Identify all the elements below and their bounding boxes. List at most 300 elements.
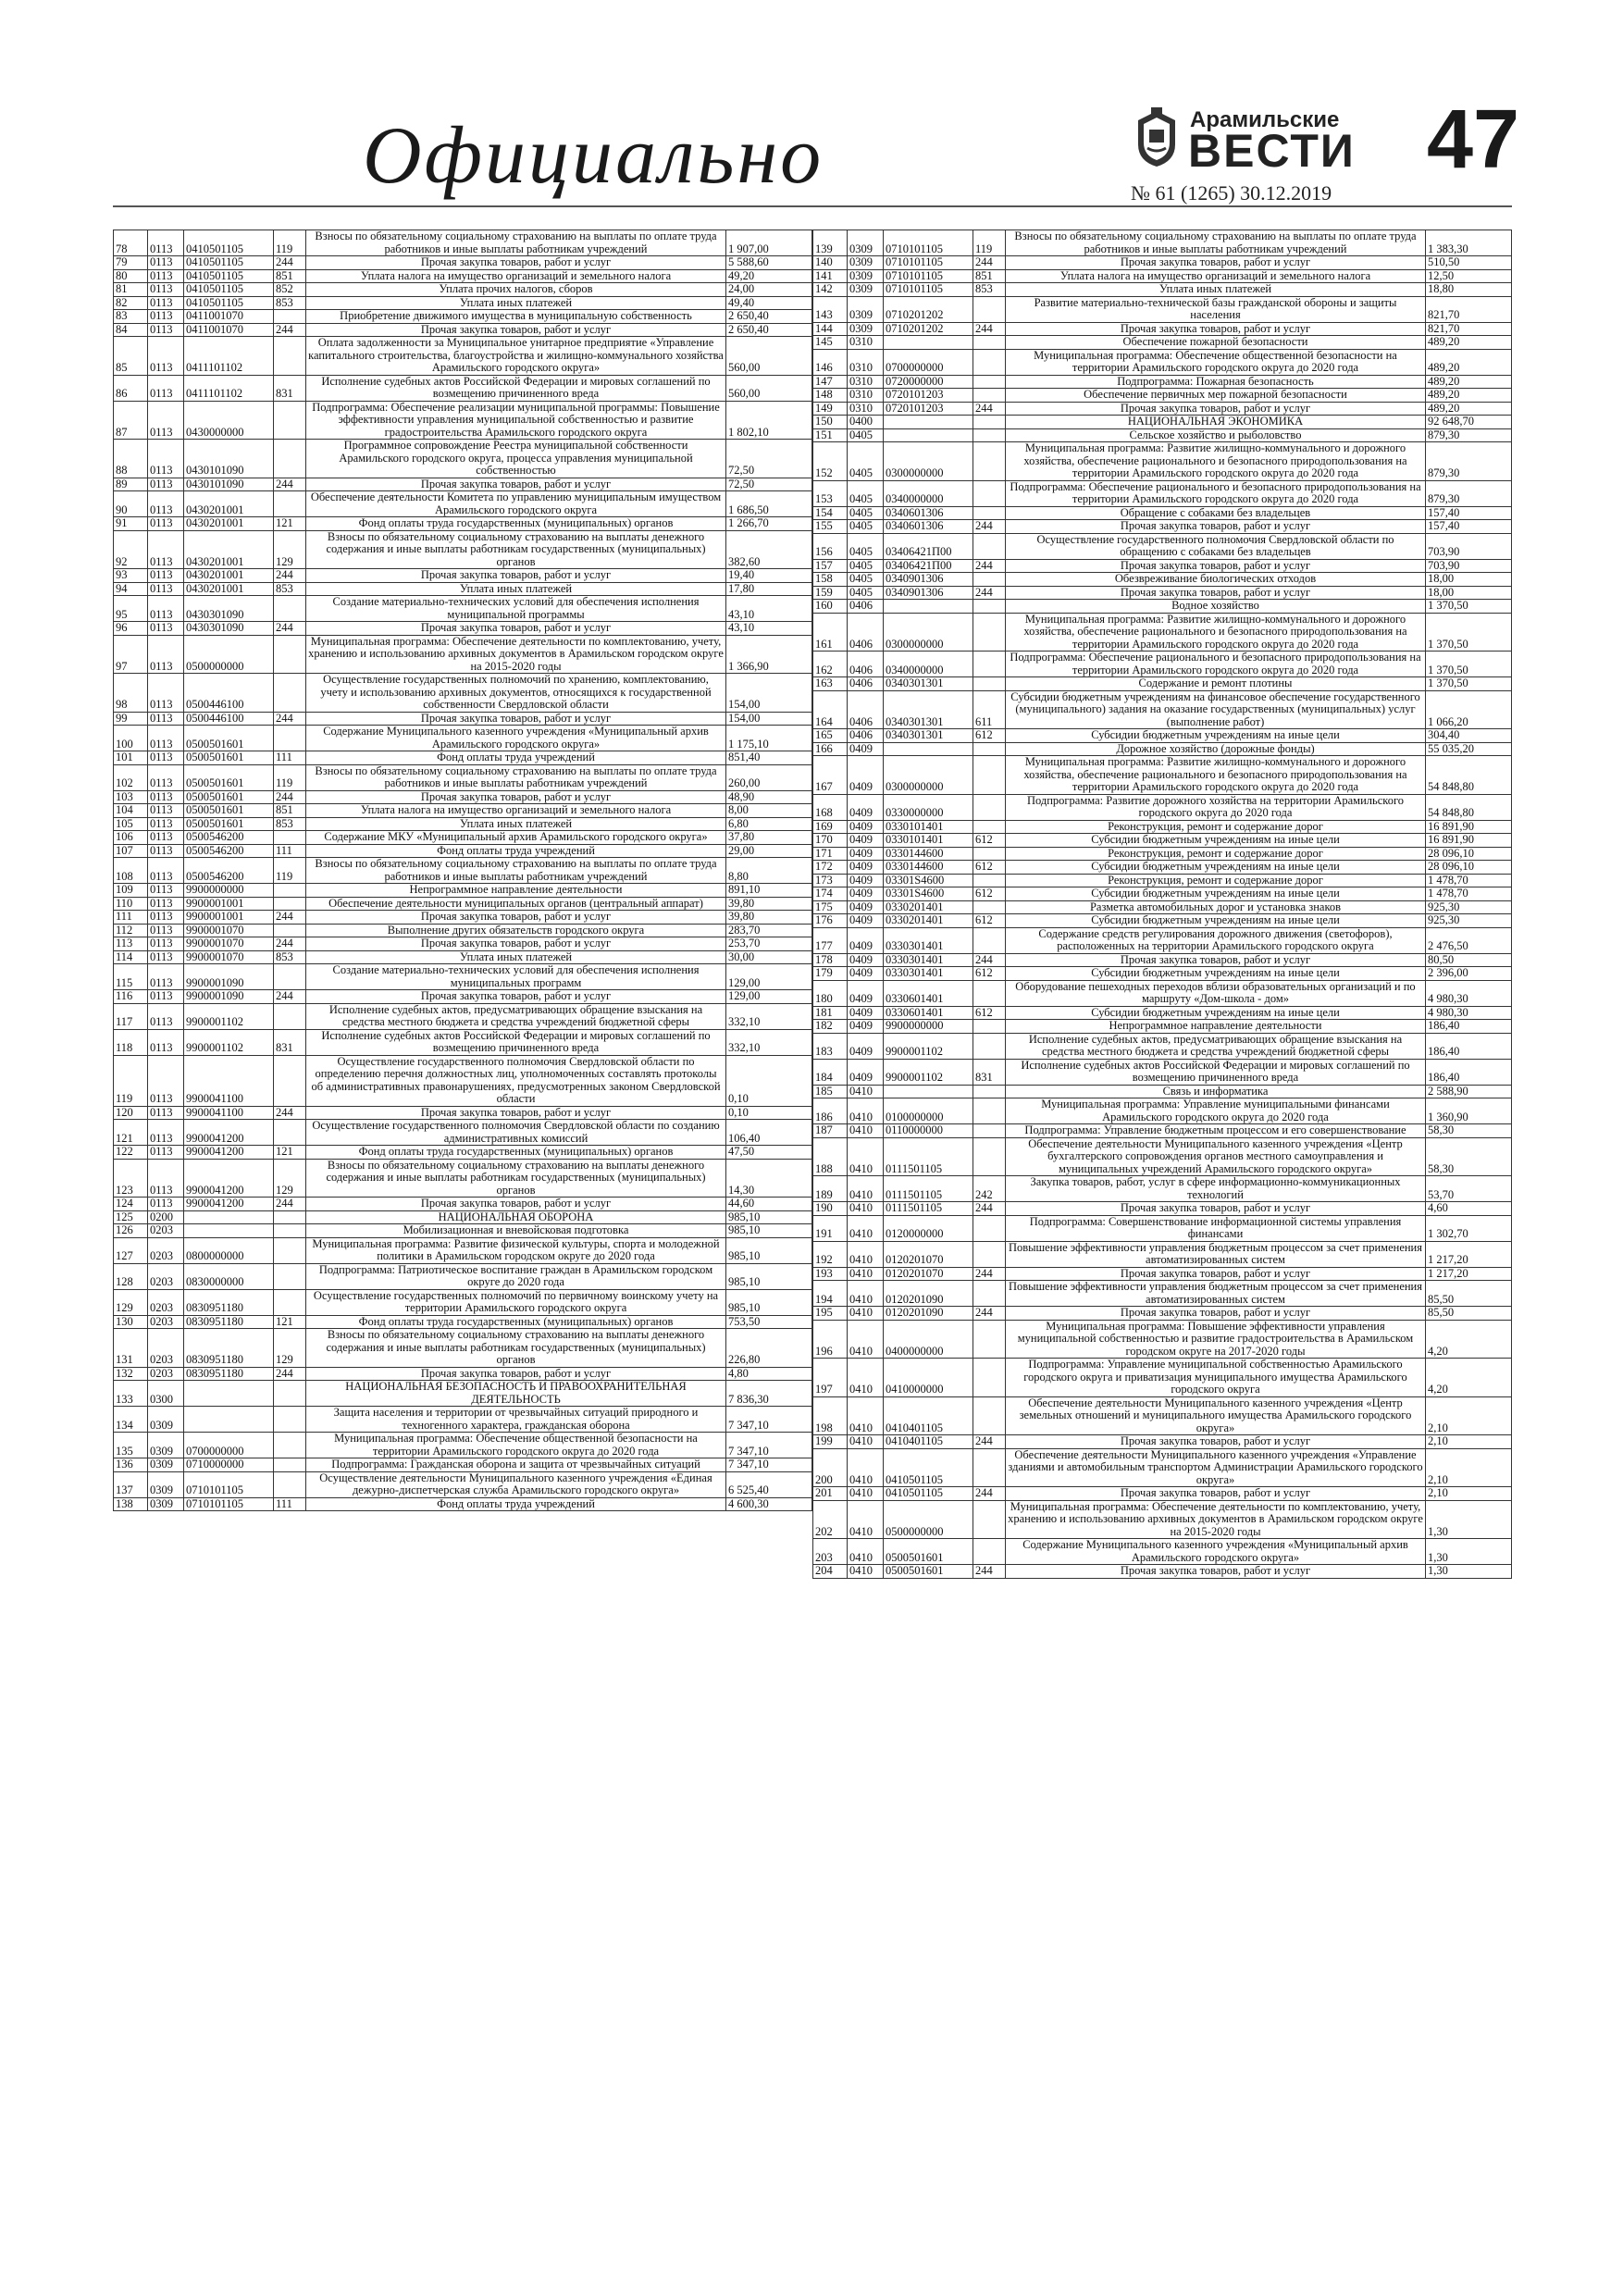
table-row: [813, 847, 1512, 861]
row-number: 130: [114, 1315, 148, 1329]
expense-type-code: 121: [274, 1146, 306, 1160]
row-sum: 14,30: [726, 1159, 812, 1198]
expense-type-code: 244: [274, 911, 306, 925]
table-row: [813, 742, 1512, 756]
table-row: [813, 834, 1512, 848]
row-sum: 4 980,30: [1426, 1006, 1512, 1020]
expense-type-code: 244: [274, 990, 306, 1004]
row-name: Уплата иных платежей: [306, 296, 726, 310]
section-code: 0410: [848, 1320, 884, 1359]
row-number: 187: [813, 1124, 848, 1138]
row-sum: 2 476,50: [1426, 927, 1512, 953]
row-sum: 154,00: [726, 712, 812, 726]
row-sum: 80,50: [1426, 953, 1512, 967]
row-number: 160: [813, 600, 848, 614]
target-article-code: 0700000000: [884, 349, 973, 375]
row-name: Взносы по обязательному социальному страхованию на выплаты денежного содержания и иные выплаты работникам государственных (муниципальных) органов: [306, 1159, 726, 1198]
table-row: [114, 831, 812, 845]
row-sum: 6 525,40: [726, 1471, 812, 1497]
section-code: 0113: [148, 337, 184, 376]
section-code: 0410: [848, 1241, 884, 1267]
row-name: Фонд оплаты труда учреждений: [306, 1497, 726, 1511]
row-sum: 4,20: [1426, 1359, 1512, 1397]
row-sum: 226,80: [726, 1329, 812, 1368]
table-row: [114, 911, 812, 925]
target-article-code: 0411101102: [184, 375, 274, 401]
row-name: Уплата иных платежей: [306, 582, 726, 596]
row-sum: 2,10: [1426, 1396, 1512, 1435]
header-divider: [113, 205, 1512, 207]
table-row: [813, 820, 1512, 834]
row-number: 125: [114, 1210, 148, 1224]
table-row: [813, 1098, 1512, 1124]
row-sum: 753,50: [726, 1315, 812, 1329]
row-sum: 8,00: [726, 804, 812, 818]
row-number: 190: [813, 1202, 848, 1216]
table-row: [813, 1565, 1512, 1579]
table-row: [813, 690, 1512, 729]
expense-type-code: 612: [973, 729, 1006, 743]
row-name: Закупка товаров, работ, услуг в сфере информационно-коммуникационных технологий: [1006, 1176, 1426, 1202]
target-article-code: 0340301301: [884, 729, 973, 743]
expense-type-code: 611: [973, 690, 1006, 729]
section-code: 0203: [148, 1263, 184, 1289]
table-row: [114, 283, 812, 297]
section-code: 0405: [848, 442, 884, 481]
row-number: 186: [813, 1098, 848, 1124]
row-sum: 43,10: [726, 596, 812, 622]
section-title: Официально: [363, 111, 824, 201]
section-code: 0309: [848, 256, 884, 270]
expense-type-code: 244: [973, 586, 1006, 600]
row-name: Непрограммное направление деятельности: [306, 884, 726, 898]
expense-type-code: 121: [274, 1315, 306, 1329]
target-article-code: 0710101105: [184, 1497, 274, 1511]
row-name: Подпрограмма: Обеспечение рационального и безопасного природопользования на территории Арамильского городского округа до 2020 года: [1006, 480, 1426, 506]
expense-type-code: [973, 416, 1006, 429]
row-sum: 72,50: [726, 478, 812, 491]
row-number: 79: [114, 256, 148, 270]
expense-type-code: [973, 1033, 1006, 1059]
row-name: Субсидии бюджетным учреждениям на иные цели: [1006, 834, 1426, 848]
table-row: [114, 1055, 812, 1106]
row-sum: 5 588,60: [726, 256, 812, 270]
table-row: [114, 990, 812, 1004]
target-article-code: 0430101090: [184, 440, 274, 478]
row-name: Уплата налога на имущество организаций и земельного налога: [306, 804, 726, 818]
target-article-code: 0300000000: [884, 756, 973, 795]
section-code: 0409: [848, 794, 884, 820]
row-number: 156: [813, 533, 848, 559]
row-name: Приобретение движимого имущества в муниципальную собственность: [306, 310, 726, 324]
section-code: 0113: [148, 283, 184, 297]
section-code: 0113: [148, 1003, 184, 1029]
section-code: 0113: [148, 817, 184, 831]
table-row: [813, 520, 1512, 534]
row-number: 150: [813, 416, 848, 429]
row-number: 193: [813, 1267, 848, 1281]
section-code: 0309: [148, 1433, 184, 1458]
row-sum: 4,20: [1426, 1320, 1512, 1359]
row-name: Субсидии бюджетным учреждениям на иные цели: [1006, 1006, 1426, 1020]
row-name: Прочая закупка товаров, работ и услуг: [1006, 1202, 1426, 1216]
row-name: Разметка автомобильных дорог и установка знаков: [1006, 900, 1426, 914]
target-article-code: [884, 742, 973, 756]
row-sum: 92 648,70: [1426, 416, 1512, 429]
expense-type-code: [274, 924, 306, 937]
row-number: 143: [813, 296, 848, 322]
table-row: [114, 478, 812, 491]
expense-type-code: [274, 1458, 306, 1472]
row-number: 165: [813, 729, 848, 743]
section-code: 0309: [148, 1497, 184, 1511]
row-name: Осуществление государственных полномочий по хранению, комплектованию, учету и использованию архивных документов, относящихся к государственной собственности Свердловской области: [306, 674, 726, 713]
row-name: Взносы по обязательному социальному страхованию на выплаты по оплате труда работников и иные выплаты работникам учреждений: [1006, 230, 1426, 256]
row-number: 181: [813, 1006, 848, 1020]
target-article-code: 0720101203: [884, 402, 973, 416]
target-article-code: 0500501601: [184, 817, 274, 831]
target-article-code: 0330000000: [884, 794, 973, 820]
table-row: [114, 674, 812, 713]
section-code: 0113: [148, 622, 184, 636]
row-number: 103: [114, 790, 148, 804]
table-row: [114, 804, 812, 818]
row-sum: 1 302,70: [1426, 1215, 1512, 1241]
row-name: Исполнение судебных актов Российской Федерации и мировых соглашений по возмещению причиненного вреда: [306, 1029, 726, 1055]
row-name: Обеспечение деятельности Комитета по управлению муниципальным имуществом Арамильского городского округа: [306, 491, 726, 517]
row-sum: 1,30: [1426, 1539, 1512, 1565]
row-name: Обеспечение деятельности Муниципального казенного учреждения «Центр земельных отношений и муниципального имущества Арамильского городского округа»: [1006, 1396, 1426, 1435]
section-code: 0409: [848, 820, 884, 834]
section-code: 0310: [848, 402, 884, 416]
expense-type-code: [973, 1098, 1006, 1124]
row-name: Повышение эффективности управления бюджетным процессом за счет применения автоматизированных систем: [1006, 1241, 1426, 1267]
table-row: [114, 375, 812, 401]
target-article-code: 0830951180: [184, 1315, 274, 1329]
expense-type-code: [274, 884, 306, 898]
section-code: 0409: [848, 927, 884, 953]
expense-type-code: [973, 533, 1006, 559]
section-code: 0406: [848, 729, 884, 743]
table-row: [114, 1237, 812, 1263]
row-name: Мобилизационная и вневойсковая подготовка: [306, 1224, 726, 1238]
row-sum: 879,30: [1426, 428, 1512, 442]
table-row: [114, 1106, 812, 1120]
target-article-code: 0830951180: [184, 1289, 274, 1315]
row-name: Содержание средств регулирования дорожного движения (светофоров), расположенных на территории Арамильского городского округа: [1006, 927, 1426, 953]
table-row: [813, 1359, 1512, 1397]
page-header: [113, 93, 1520, 205]
row-sum: 7 347,10: [726, 1458, 812, 1472]
expense-type-code: 244: [274, 1106, 306, 1120]
expense-type-code: 853: [973, 283, 1006, 297]
table-row: [114, 1263, 812, 1289]
section-code: 0409: [848, 887, 884, 901]
row-number: 180: [813, 980, 848, 1006]
target-article-code: 9900000000: [184, 884, 274, 898]
section-code: 0410: [848, 1267, 884, 1281]
row-sum: 39,80: [726, 911, 812, 925]
row-name: Субсидии бюджетным учреждениям на иные цели: [1006, 967, 1426, 981]
table-row: [114, 323, 812, 337]
row-name: НАЦИОНАЛЬНАЯ ЭКОНОМИКА: [1006, 416, 1426, 429]
row-name: Субсидии бюджетным учреждениям на иные цели: [1006, 914, 1426, 928]
issue-info: № 61 (1265) 30.12.2019: [1131, 181, 1332, 205]
row-number: 138: [114, 1497, 148, 1511]
section-code: 0113: [148, 950, 184, 964]
row-sum: 39,80: [726, 897, 812, 911]
row-number: 134: [114, 1407, 148, 1433]
right-column: [812, 230, 1512, 1579]
row-name: Субсидии бюджетным учреждениям на финансовое обеспечение государственного (муниципального) задания на оказание государственных (муниципальных) услуг (выполнение работ): [1006, 690, 1426, 729]
target-article-code: 0300000000: [884, 442, 973, 481]
table-row: [114, 1329, 812, 1368]
expense-type-code: [973, 428, 1006, 442]
row-sum: 106,40: [726, 1120, 812, 1146]
row-sum: 489,20: [1426, 349, 1512, 375]
row-number: 177: [813, 927, 848, 953]
target-article-code: 0410401105: [884, 1435, 973, 1449]
row-sum: 925,30: [1426, 914, 1512, 928]
section-code: 0410: [848, 1539, 884, 1565]
expense-type-code: 851: [274, 269, 306, 283]
row-name: Защита населения и территории от чрезвычайных ситуаций природного и техногенного характера, гражданская оборона: [306, 1407, 726, 1433]
target-article-code: 9900001001: [184, 911, 274, 925]
section-code: 0113: [148, 596, 184, 622]
row-number: 87: [114, 401, 148, 440]
target-article-code: [884, 336, 973, 350]
expense-type-code: 853: [274, 817, 306, 831]
row-name: Содержание Муниципального казенного учреждения «Муниципальный архив Арамильского городского округа»: [1006, 1539, 1426, 1565]
row-number: 201: [813, 1487, 848, 1501]
table-row: [813, 861, 1512, 875]
table-row: [813, 756, 1512, 795]
row-name: Выполнение других обязательств городского округа: [306, 924, 726, 937]
expense-type-code: [274, 635, 306, 674]
expense-type-code: 129: [274, 1159, 306, 1198]
target-article-code: 0430201001: [184, 517, 274, 531]
row-name: Прочая закупка товаров, работ и услуг: [306, 256, 726, 270]
row-name: Подпрограмма: Управление бюджетным процессом и его совершенствование: [1006, 1124, 1426, 1138]
section-code: 0409: [848, 1006, 884, 1020]
row-sum: 879,30: [1426, 480, 1512, 506]
expense-type-code: 852: [274, 283, 306, 297]
expense-type-code: 244: [973, 256, 1006, 270]
expense-type-code: 851: [274, 804, 306, 818]
table-row: [813, 1435, 1512, 1449]
row-sum: 18,00: [1426, 573, 1512, 587]
row-name: Фонд оплаты труда государственных (муниципальных) органов: [306, 1315, 726, 1329]
section-code: 0113: [148, 858, 184, 884]
expense-type-code: 612: [973, 861, 1006, 875]
section-code: 0310: [848, 336, 884, 350]
table-row: [813, 1215, 1512, 1241]
row-sum: 985,10: [726, 1224, 812, 1238]
target-article-code: 0410501105: [184, 269, 274, 283]
row-sum: 54 848,80: [1426, 756, 1512, 795]
expense-type-code: [274, 1407, 306, 1433]
target-article-code: 0500501601: [884, 1565, 973, 1579]
row-name: Прочая закупка товаров, работ и услуг: [1006, 402, 1426, 416]
budget-table-right: [812, 230, 1512, 1579]
row-sum: 8,80: [726, 858, 812, 884]
target-article-code: 0430301090: [184, 596, 274, 622]
target-article-code: [184, 1407, 274, 1433]
row-name: Прочая закупка товаров, работ и услуг: [306, 622, 726, 636]
table-row: [114, 310, 812, 324]
section-code: 0113: [148, 751, 184, 765]
target-article-code: 03406421П00: [884, 533, 973, 559]
expense-type-code: [973, 1500, 1006, 1539]
target-article-code: 0500501601: [184, 804, 274, 818]
row-number: 96: [114, 622, 148, 636]
row-number: 149: [813, 402, 848, 416]
row-sum: 43,10: [726, 622, 812, 636]
expense-type-code: [274, 1381, 306, 1407]
section-code: 0410: [848, 1085, 884, 1098]
table-row: [813, 1020, 1512, 1034]
row-sum: 28 096,10: [1426, 847, 1512, 861]
target-article-code: 0330201401: [884, 900, 973, 914]
row-name: Реконструкция, ремонт и содержание дорог: [1006, 874, 1426, 887]
row-number: 189: [813, 1176, 848, 1202]
row-number: 164: [813, 690, 848, 729]
target-article-code: 0500000000: [184, 635, 274, 674]
target-article-code: 0710101105: [884, 230, 973, 256]
row-name: Прочая закупка товаров, работ и услуг: [1006, 1267, 1426, 1281]
row-sum: 4 980,30: [1426, 980, 1512, 1006]
section-code: 0113: [148, 230, 184, 256]
row-number: 145: [813, 336, 848, 350]
row-number: 173: [813, 874, 848, 887]
target-article-code: 9900001102: [884, 1059, 973, 1085]
row-sum: 186,40: [1426, 1059, 1512, 1085]
section-code: 0113: [148, 790, 184, 804]
target-article-code: 0710101105: [184, 1471, 274, 1497]
table-row: [813, 613, 1512, 652]
row-sum: 58,30: [1426, 1137, 1512, 1176]
section-code: 0113: [148, 569, 184, 583]
row-sum: 4,60: [1426, 1202, 1512, 1216]
row-sum: 1 383,30: [1426, 230, 1512, 256]
table-row: [114, 1367, 812, 1381]
row-number: 101: [114, 751, 148, 765]
row-name: Прочая закупка товаров, работ и услуг: [1006, 559, 1426, 573]
table-row: [114, 337, 812, 376]
expense-type-code: [274, 1433, 306, 1458]
row-sum: 58,30: [1426, 1124, 1512, 1138]
expense-type-code: 244: [274, 256, 306, 270]
section-code: 0113: [148, 517, 184, 531]
expense-type-code: [274, 831, 306, 845]
table-row: [114, 440, 812, 478]
row-sum: 0,10: [726, 1106, 812, 1120]
row-number: 136: [114, 1458, 148, 1472]
section-code: 0113: [148, 401, 184, 440]
row-number: 135: [114, 1433, 148, 1458]
expense-type-code: [274, 1055, 306, 1106]
row-name: Прочая закупка товаров, работ и услуг: [1006, 1565, 1426, 1579]
table-row: [114, 751, 812, 765]
row-number: 124: [114, 1198, 148, 1211]
coat-of-arms-icon: [1131, 107, 1183, 168]
row-sum: 821,70: [1426, 296, 1512, 322]
row-number: 112: [114, 924, 148, 937]
section-code: 0409: [848, 1059, 884, 1085]
table-row: [114, 764, 812, 790]
row-name: Фонд оплаты труда учреждений: [306, 844, 726, 858]
expense-type-code: [973, 847, 1006, 861]
expense-type-code: [274, 401, 306, 440]
target-article-code: 0410501105: [184, 230, 274, 256]
row-sum: 2 588,90: [1426, 1085, 1512, 1098]
expense-type-code: 244: [274, 712, 306, 726]
section-code: 0113: [148, 1106, 184, 1120]
expense-type-code: 612: [973, 914, 1006, 928]
expense-type-code: [274, 1263, 306, 1289]
section-code: 0113: [148, 831, 184, 845]
row-number: 111: [114, 911, 148, 925]
row-name: Подпрограмма: Гражданская оборона и защита от чрезвычайных ситуаций: [306, 1458, 726, 1472]
expense-type-code: [973, 677, 1006, 691]
section-code: 0203: [148, 1367, 184, 1381]
row-number: 98: [114, 674, 148, 713]
section-code: 0113: [148, 491, 184, 517]
table-row: [114, 517, 812, 531]
section-code: 0203: [148, 1315, 184, 1329]
row-sum: 24,00: [726, 283, 812, 297]
row-number: 184: [813, 1059, 848, 1085]
row-sum: 510,50: [1426, 256, 1512, 270]
table-row: [813, 428, 1512, 442]
row-sum: 1 175,10: [726, 726, 812, 751]
row-name: Содержание МКУ «Муниципальный архив Арамильского городского округа»: [306, 831, 726, 845]
table-row: [813, 573, 1512, 587]
row-sum: 985,10: [726, 1210, 812, 1224]
table-row: [813, 480, 1512, 506]
table-row: [114, 1289, 812, 1315]
expense-type-code: [274, 1120, 306, 1146]
section-code: 0409: [848, 914, 884, 928]
target-article-code: 0410501105: [184, 283, 274, 297]
target-article-code: 0410501105: [884, 1487, 973, 1501]
expense-type-code: 244: [274, 1198, 306, 1211]
expense-type-code: [274, 491, 306, 517]
section-code: 0410: [848, 1359, 884, 1397]
section-code: 0309: [148, 1458, 184, 1472]
section-code: 0113: [148, 323, 184, 337]
target-article-code: 0410501105: [884, 1448, 973, 1487]
row-sum: 85,50: [1426, 1307, 1512, 1321]
section-code: 0113: [148, 924, 184, 937]
section-code: 0113: [148, 1029, 184, 1055]
expense-type-code: 244: [973, 1267, 1006, 1281]
table-row: [114, 1458, 812, 1472]
section-code: 0410: [848, 1396, 884, 1435]
table-row: [813, 283, 1512, 297]
row-number: 152: [813, 442, 848, 481]
target-article-code: 0430000000: [184, 401, 274, 440]
table-row: [114, 1224, 812, 1238]
section-code: 0410: [848, 1137, 884, 1176]
row-sum: 489,20: [1426, 336, 1512, 350]
table-row: [114, 950, 812, 964]
section-code: 0409: [848, 742, 884, 756]
section-code: 0113: [148, 990, 184, 1004]
row-number: 200: [813, 1448, 848, 1487]
expense-type-code: 111: [274, 844, 306, 858]
target-article-code: 0330301401: [884, 927, 973, 953]
